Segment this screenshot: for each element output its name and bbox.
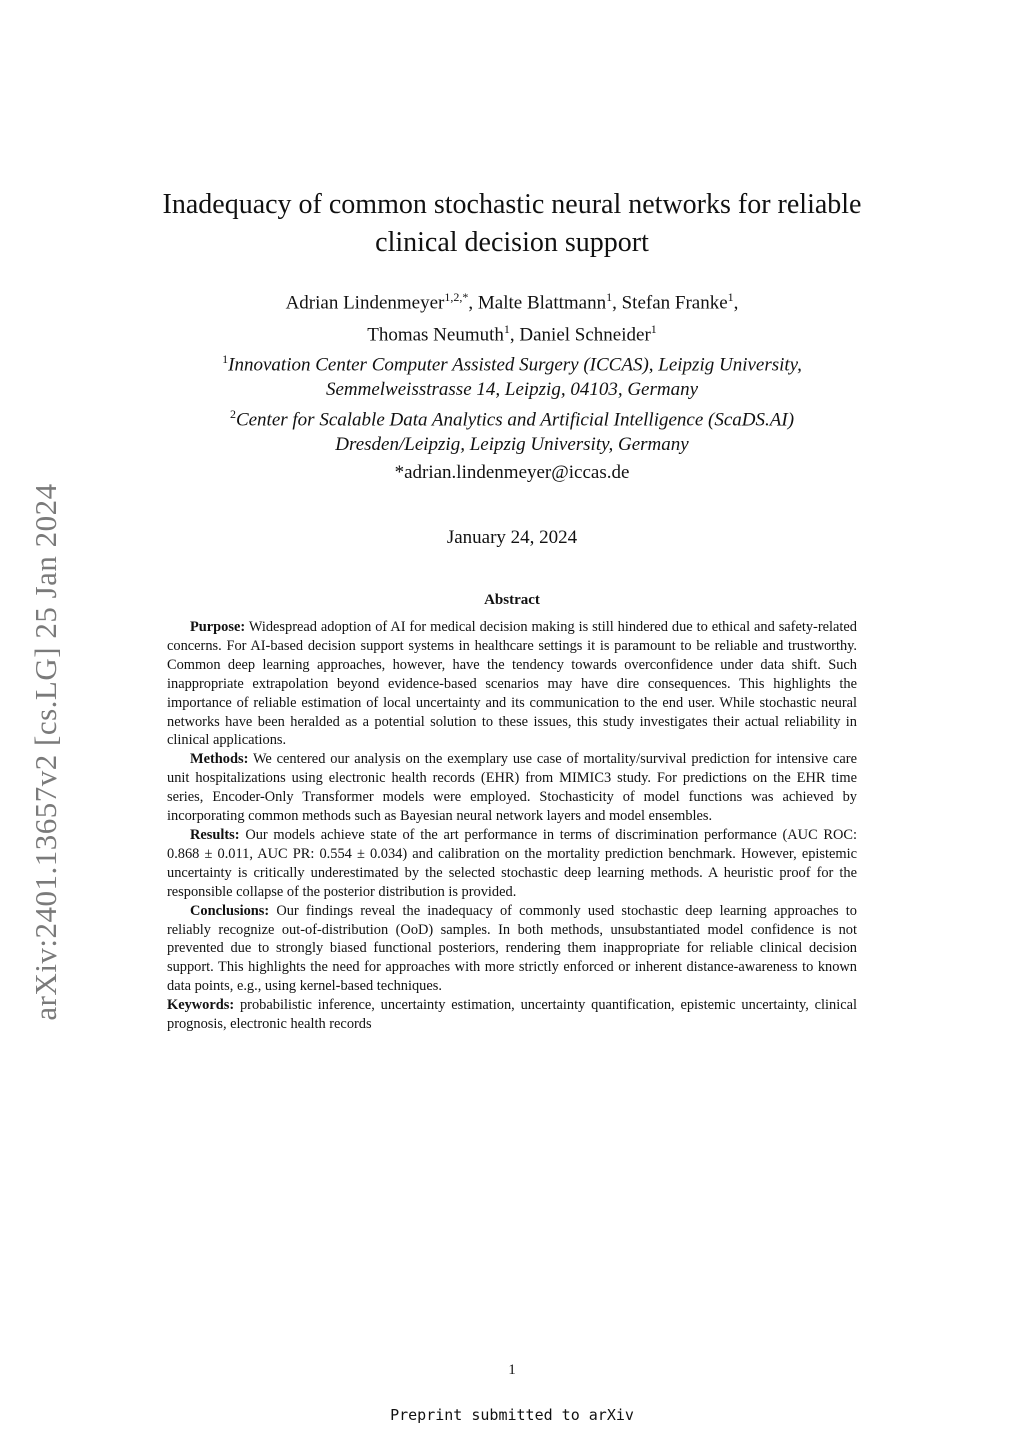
keywords-text: probabilistic inference, uncertainty estimation, uncertainty quantification, epistemic uncertainty, clinical prognosis, electronic health records xyxy=(167,997,857,1033)
methods-text: We centered our analysis on the exemplary use case of mortality/survival prediction for intensive care unit hospitalizations using electronic health records (EHR) from MIMIC3 study. For predictions on the EHR time series, Encoder-Only Transformer models were employed. Stochasticity of model functions was achieved by incorporating common methods such as Bayesian neural network layers and model ensembles. xyxy=(167,751,857,825)
preprint-footer: Preprint submitted to arXiv xyxy=(390,1406,634,1424)
abstract-purpose xyxy=(167,618,857,750)
corresponding-email[interactable]: *adrian.lindenmeyer@iccas.de xyxy=(394,462,630,483)
abstract-heading: Abstract xyxy=(484,592,540,608)
keywords-label: Keywords: xyxy=(167,997,235,1014)
abstract-body xyxy=(167,618,857,1034)
purpose-text: Widespread adoption of AI for medical decision making is still hindered due to ethical and safety-related concerns. For AI-based decision support systems in healthcare settings it is paramount to be reliable and trustworthy. Common deep learning approaches, however, have the tendency towards overconfidence under data shift. Such inappropriate extrapolation beyond evidence-based scenarios may have dire consequences. This highlights the importance of reliable estimation of local uncertainty and its communication to the end user. While stochastic neural networks have been heralded as a potential solution to these issues, this study investigates their actual reliability in clinical applications. xyxy=(167,619,857,749)
author-affiliation-marker: 1,2,* xyxy=(444,290,469,304)
affiliation-marker: 2 xyxy=(229,407,236,422)
methods-label: Methods: xyxy=(190,751,249,768)
author-name: Daniel Schneider xyxy=(519,324,651,346)
title-line-1: Inadequacy of common stochastic neural networks for reliable xyxy=(162,189,862,220)
purpose-label: Purpose: xyxy=(190,619,246,635)
abstract-keywords xyxy=(167,996,857,1034)
results-text: Our models achieve state of the art performance in terms of discrimination performance (AUC ROC: 0.868 ± 0.011, AUC PR: 0.554 ± 0.034) and calibration on the mortality prediction benchmark. However, epistemic uncertainty is critically underestimated by the selected stochastic deep learning methods. A heuristic proof for the responsible collapse of the posterior distribution is provided. xyxy=(167,826,857,900)
affiliation-1-line-1: Innovation Center Computer Assisted Surgery (ICCAS), Leipzig University, xyxy=(228,354,802,376)
author-name: Malte Blattmann xyxy=(477,292,607,314)
arxiv-identifier-stamp: arXiv:2401.13657v2 [cs.LG] 25 Jan 2024 xyxy=(28,483,63,1021)
affiliation-1-line-2: Semmelweisstrasse 14, Leipzig, 04103, Germany xyxy=(325,378,699,400)
conclusions-text: Our findings reveal the inadequacy of commonly used stochastic deep learning approaches to reliably recognize out-of-distribution (OoD) samples. In both methods, unsubstantiated model confidence is not prevented due to strongly biased functional posteriors, rendering them inappropriate for reliable clinical decision support. This highlights the need for approaches with more strictly enforced or inherent distance-awareness to known data points, e.g., using kernel-based techniques. xyxy=(167,902,857,995)
title-line-2: clinical decision support xyxy=(375,227,649,258)
author-name: Thomas Neumuth xyxy=(367,324,504,346)
author-name: Stefan Franke xyxy=(621,292,728,314)
paper-title xyxy=(130,186,894,262)
author-list: Adrian Lindenmeyer$^{1,2,*}$, Malte Blattmann$^1$, Stefan Franke$^1$, Thomas Neumuth$^1$, Daniel Schneider$^1$ xyxy=(285,290,739,346)
author-name: Adrian Lindenmeyer xyxy=(285,292,445,314)
conclusions-label: Conclusions: xyxy=(190,902,270,919)
affiliation-marker: 1 xyxy=(222,352,229,366)
author-affiliation-marker: 1 xyxy=(727,290,734,304)
affiliation-2-line-1: Center for Scalable Data Analytics and Artificial Intelligence (ScaDS.AI) xyxy=(235,409,795,431)
author-affiliation-marker: 1 xyxy=(606,290,613,304)
author-affiliation-marker: 1 xyxy=(503,322,510,337)
abstract-methods xyxy=(167,750,857,826)
affiliation-2-line-2: Dresden/Leipzig, Leipzig University, Germany xyxy=(335,434,689,456)
page-number: 1 xyxy=(508,1362,516,1378)
abstract-conclusions xyxy=(167,902,857,997)
affiliations xyxy=(130,347,894,458)
author-affiliation-marker: 1 xyxy=(650,322,657,337)
publication-date: January 24, 2024 xyxy=(446,527,578,548)
abstract-results xyxy=(167,826,857,902)
results-label: Results: xyxy=(190,826,240,843)
